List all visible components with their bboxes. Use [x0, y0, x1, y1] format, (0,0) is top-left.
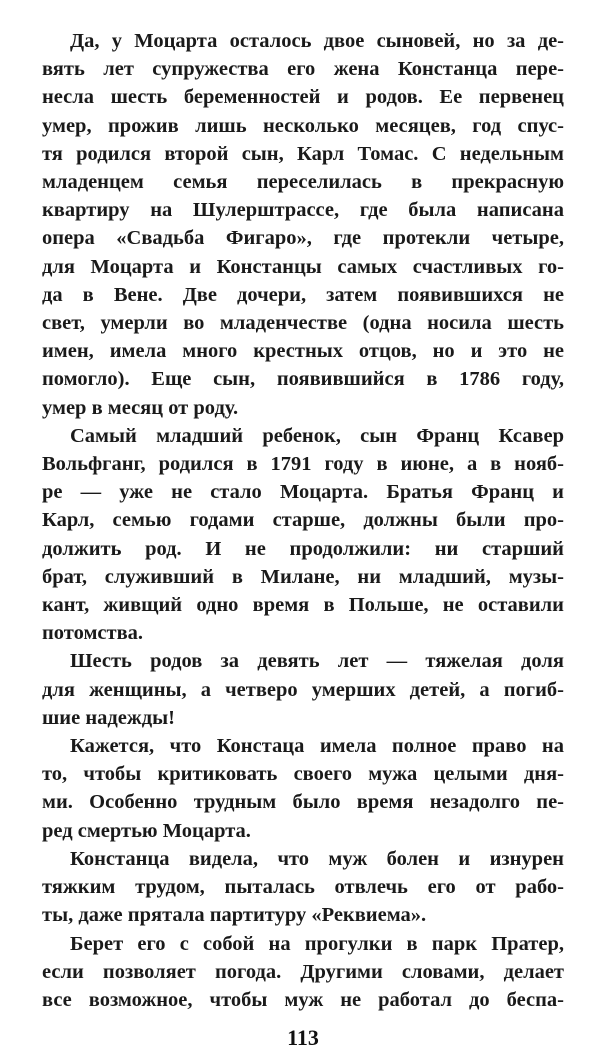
- text-line: Шесть родов за девять лет — тяжелая доля: [70, 650, 564, 673]
- text-line: младенцем семья переселилась в прекрасную: [42, 171, 564, 194]
- text-line: для женщины, а четверо умерших детей, а погиб-: [42, 678, 564, 701]
- text-line: то, чтобы критиковать своего мужа целыми дня-: [42, 763, 564, 786]
- text-line: если позволяет погода. Другими словами, делает: [42, 960, 564, 983]
- text-line: опера «Свадьба Фигаро», где протекли четыре,: [42, 227, 564, 250]
- page-body-text: [42, 27, 564, 1014]
- text-line: потомства.: [42, 622, 144, 645]
- text-line: Самый младший ребенок, сын Франц Ксавер: [70, 424, 564, 447]
- text-line: тя родился второй сын, Карл Томас. С недельным: [42, 142, 564, 165]
- text-line: все возможное, чтобы муж не работал до беспа-: [42, 988, 564, 1011]
- paragraph: [42, 930, 564, 1015]
- text-line: кант, живщий одно время в Польше, не оставили: [42, 594, 564, 617]
- text-line: Берет его с собой на прогулки в парк Пратер,: [70, 932, 564, 955]
- text-line: Карл, семью годами старше, должны были про-: [42, 509, 564, 532]
- page-number: 113: [287, 1025, 319, 1051]
- paragraph: [42, 732, 564, 845]
- text-line: для Моцарта и Констанцы самых счастливых го-: [42, 255, 564, 278]
- text-line: шие надежды!: [42, 706, 175, 729]
- text-line: умер, прожив лишь несколько месяцев, год спус-: [42, 114, 564, 137]
- text-line: брат, служивший в Милане, ни младший, музы-: [42, 565, 564, 588]
- text-line: Вольфганг, родился в 1791 году в июне, а в нояб-: [42, 453, 564, 476]
- paragraph: [42, 422, 564, 648]
- text-line: ми. Особенно трудным было время незадолго пе-: [42, 791, 564, 814]
- text-line: ред смертью Моцарта.: [42, 819, 251, 842]
- text-line: умер в месяц от роду.: [42, 396, 239, 419]
- text-line: ре — уже не стало Моцарта. Братья Франц и: [42, 481, 564, 504]
- text-line: да в Вене. Две дочери, затем появившихся не: [42, 283, 564, 306]
- text-line: Кажется, что Констаца имела полное право на: [70, 735, 564, 758]
- text-line: должить род. И не продолжили: ни старший: [42, 537, 564, 560]
- text-line: имен, имела много крестных отцов, но и это не: [42, 340, 564, 363]
- paragraph: [42, 647, 564, 732]
- text-line: тяжким трудом, пыталась отвлечь его от рабо-: [42, 876, 564, 899]
- text-line: Констанца видела, что муж болен и изнурен: [70, 847, 564, 870]
- text-line: помогло). Еще сын, появившийся в 1786 году,: [42, 368, 564, 391]
- text-line: свет, умерли во младенчестве (одна носила шесть: [42, 312, 564, 335]
- paragraph: [42, 27, 564, 422]
- text-line: ты, даже прятала партитуру «Реквиема».: [42, 904, 427, 927]
- text-line: квартиру на Шулерштрассе, где была написана: [42, 199, 564, 222]
- text-line: несла шесть беременностей и родов. Ее первенец: [42, 86, 564, 109]
- text-line: Да, у Моцарта осталось двое сыновей, но за де-: [70, 30, 564, 52]
- text-line: вять лет супружества его жена Констанца пере-: [42, 58, 564, 81]
- paragraph: [42, 845, 564, 930]
